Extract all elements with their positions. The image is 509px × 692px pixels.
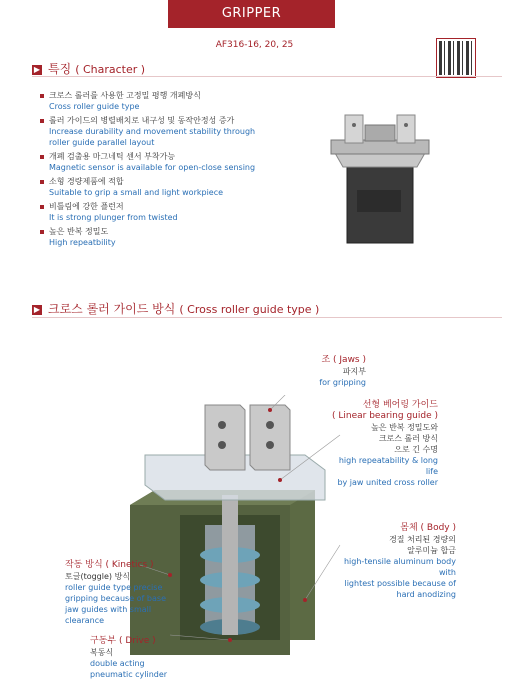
model-numbers: AF316-16, 20, 25 [215, 40, 294, 50]
section-divider [32, 76, 502, 77]
feature-ko: 개폐 검출용 마그네틱 센서 부착가능 [49, 152, 176, 161]
feature-ko: 비틀림에 강한 플런저 [49, 202, 124, 211]
callout-ko: 토글(toggle) 방식 [65, 572, 131, 581]
callout-jaws [300, 355, 366, 388]
callout-en: pneumatic cylinder [90, 670, 168, 679]
callout-en: roller guide type precise [65, 583, 163, 592]
section-title-en: ( Cross roller guide type ) [179, 303, 320, 316]
callout-body [340, 523, 456, 600]
section-title-en: ( Character ) [75, 63, 146, 76]
callout-ko: 복동식 [90, 648, 114, 657]
callout-en: high-tensile aluminum body with [343, 557, 456, 577]
section-title-character [32, 60, 145, 77]
feature-en: Magnetic sensor is available for open-close sensing [49, 163, 256, 172]
qr-code-icon[interactable] [436, 38, 476, 78]
feature-item [40, 115, 290, 148]
callout-ko: 경질 처리된 경량의 [389, 535, 456, 544]
callout-en: jaw guides with small [65, 605, 152, 614]
feature-ko: 롤러 가이드의 병렬배치로 내구성 및 동작안정성 증가 [49, 116, 235, 125]
callout-en: high repeatability & long life [338, 456, 438, 476]
callout-en: for gripping [319, 378, 366, 387]
callout-title: 선형 베어링 가이드 [362, 400, 438, 410]
callout-en: hard anodizing [396, 590, 456, 599]
feature-en: Increase durability and movement stability through [49, 127, 256, 136]
feature-ko: 높은 반복 정밀도 [49, 227, 109, 236]
feature-en: High repeatbility [49, 238, 116, 247]
feature-list [40, 90, 290, 251]
callout-ko: 높은 반복 정밀도와 [371, 423, 438, 432]
callout-en: lightest possible because of [344, 579, 456, 588]
callout-en: clearance [65, 616, 105, 625]
section-arrow-icon: ▶ [33, 65, 41, 74]
section-divider [32, 317, 502, 318]
callout-en: by jaw united cross roller [337, 478, 438, 487]
callout-en: gripping because of base [65, 594, 166, 603]
gripper-product-photo [325, 95, 435, 245]
callout-en: double acting [90, 659, 145, 668]
callout-title: 구동부 ( Drive ) [90, 636, 156, 646]
callout-ko: 크로스 롤러 방식 [378, 434, 438, 443]
feature-ko: 소형 경량제품에 적합 [49, 177, 124, 186]
callout-ko: 파지부 [342, 367, 366, 376]
feature-item [40, 151, 290, 173]
callout-title-en: ( Linear bearing guide ) [332, 411, 438, 421]
callout-title: 몸체 ( Body ) [400, 523, 456, 533]
section-title-ko: 특징 [48, 62, 72, 76]
callout-kinetics [65, 560, 180, 626]
feature-en: Cross roller guide type [49, 102, 140, 111]
section-title-cross-roller [32, 300, 319, 317]
page-banner: GRIPPER [168, 0, 335, 28]
callout-linear-guide [330, 400, 438, 488]
feature-item [40, 201, 290, 223]
feature-item [40, 90, 290, 112]
feature-en: It is strong plunger from twisted [49, 213, 178, 222]
feature-en: roller guide parallel layout [49, 138, 155, 147]
callout-title: 작동 방식 ( Kinetics ) [65, 560, 154, 570]
callout-ko: 알루미늄 합금 [407, 546, 456, 555]
feature-item [40, 176, 290, 198]
callout-title: 조 ( Jaws ) [321, 355, 366, 365]
section-title-ko: 크로스 롤러 가이드 방식 [48, 302, 176, 316]
callout-ko: 으로 긴 수명 [394, 445, 438, 454]
section-arrow-icon: ▶ [33, 305, 41, 314]
feature-en: Suitable to grip a small and light workpiece [49, 188, 224, 197]
feature-item [40, 226, 290, 248]
callout-drive [90, 636, 190, 680]
feature-ko: 크로스 롤러를 사용한 고정밀 평행 개폐방식 [49, 91, 201, 100]
